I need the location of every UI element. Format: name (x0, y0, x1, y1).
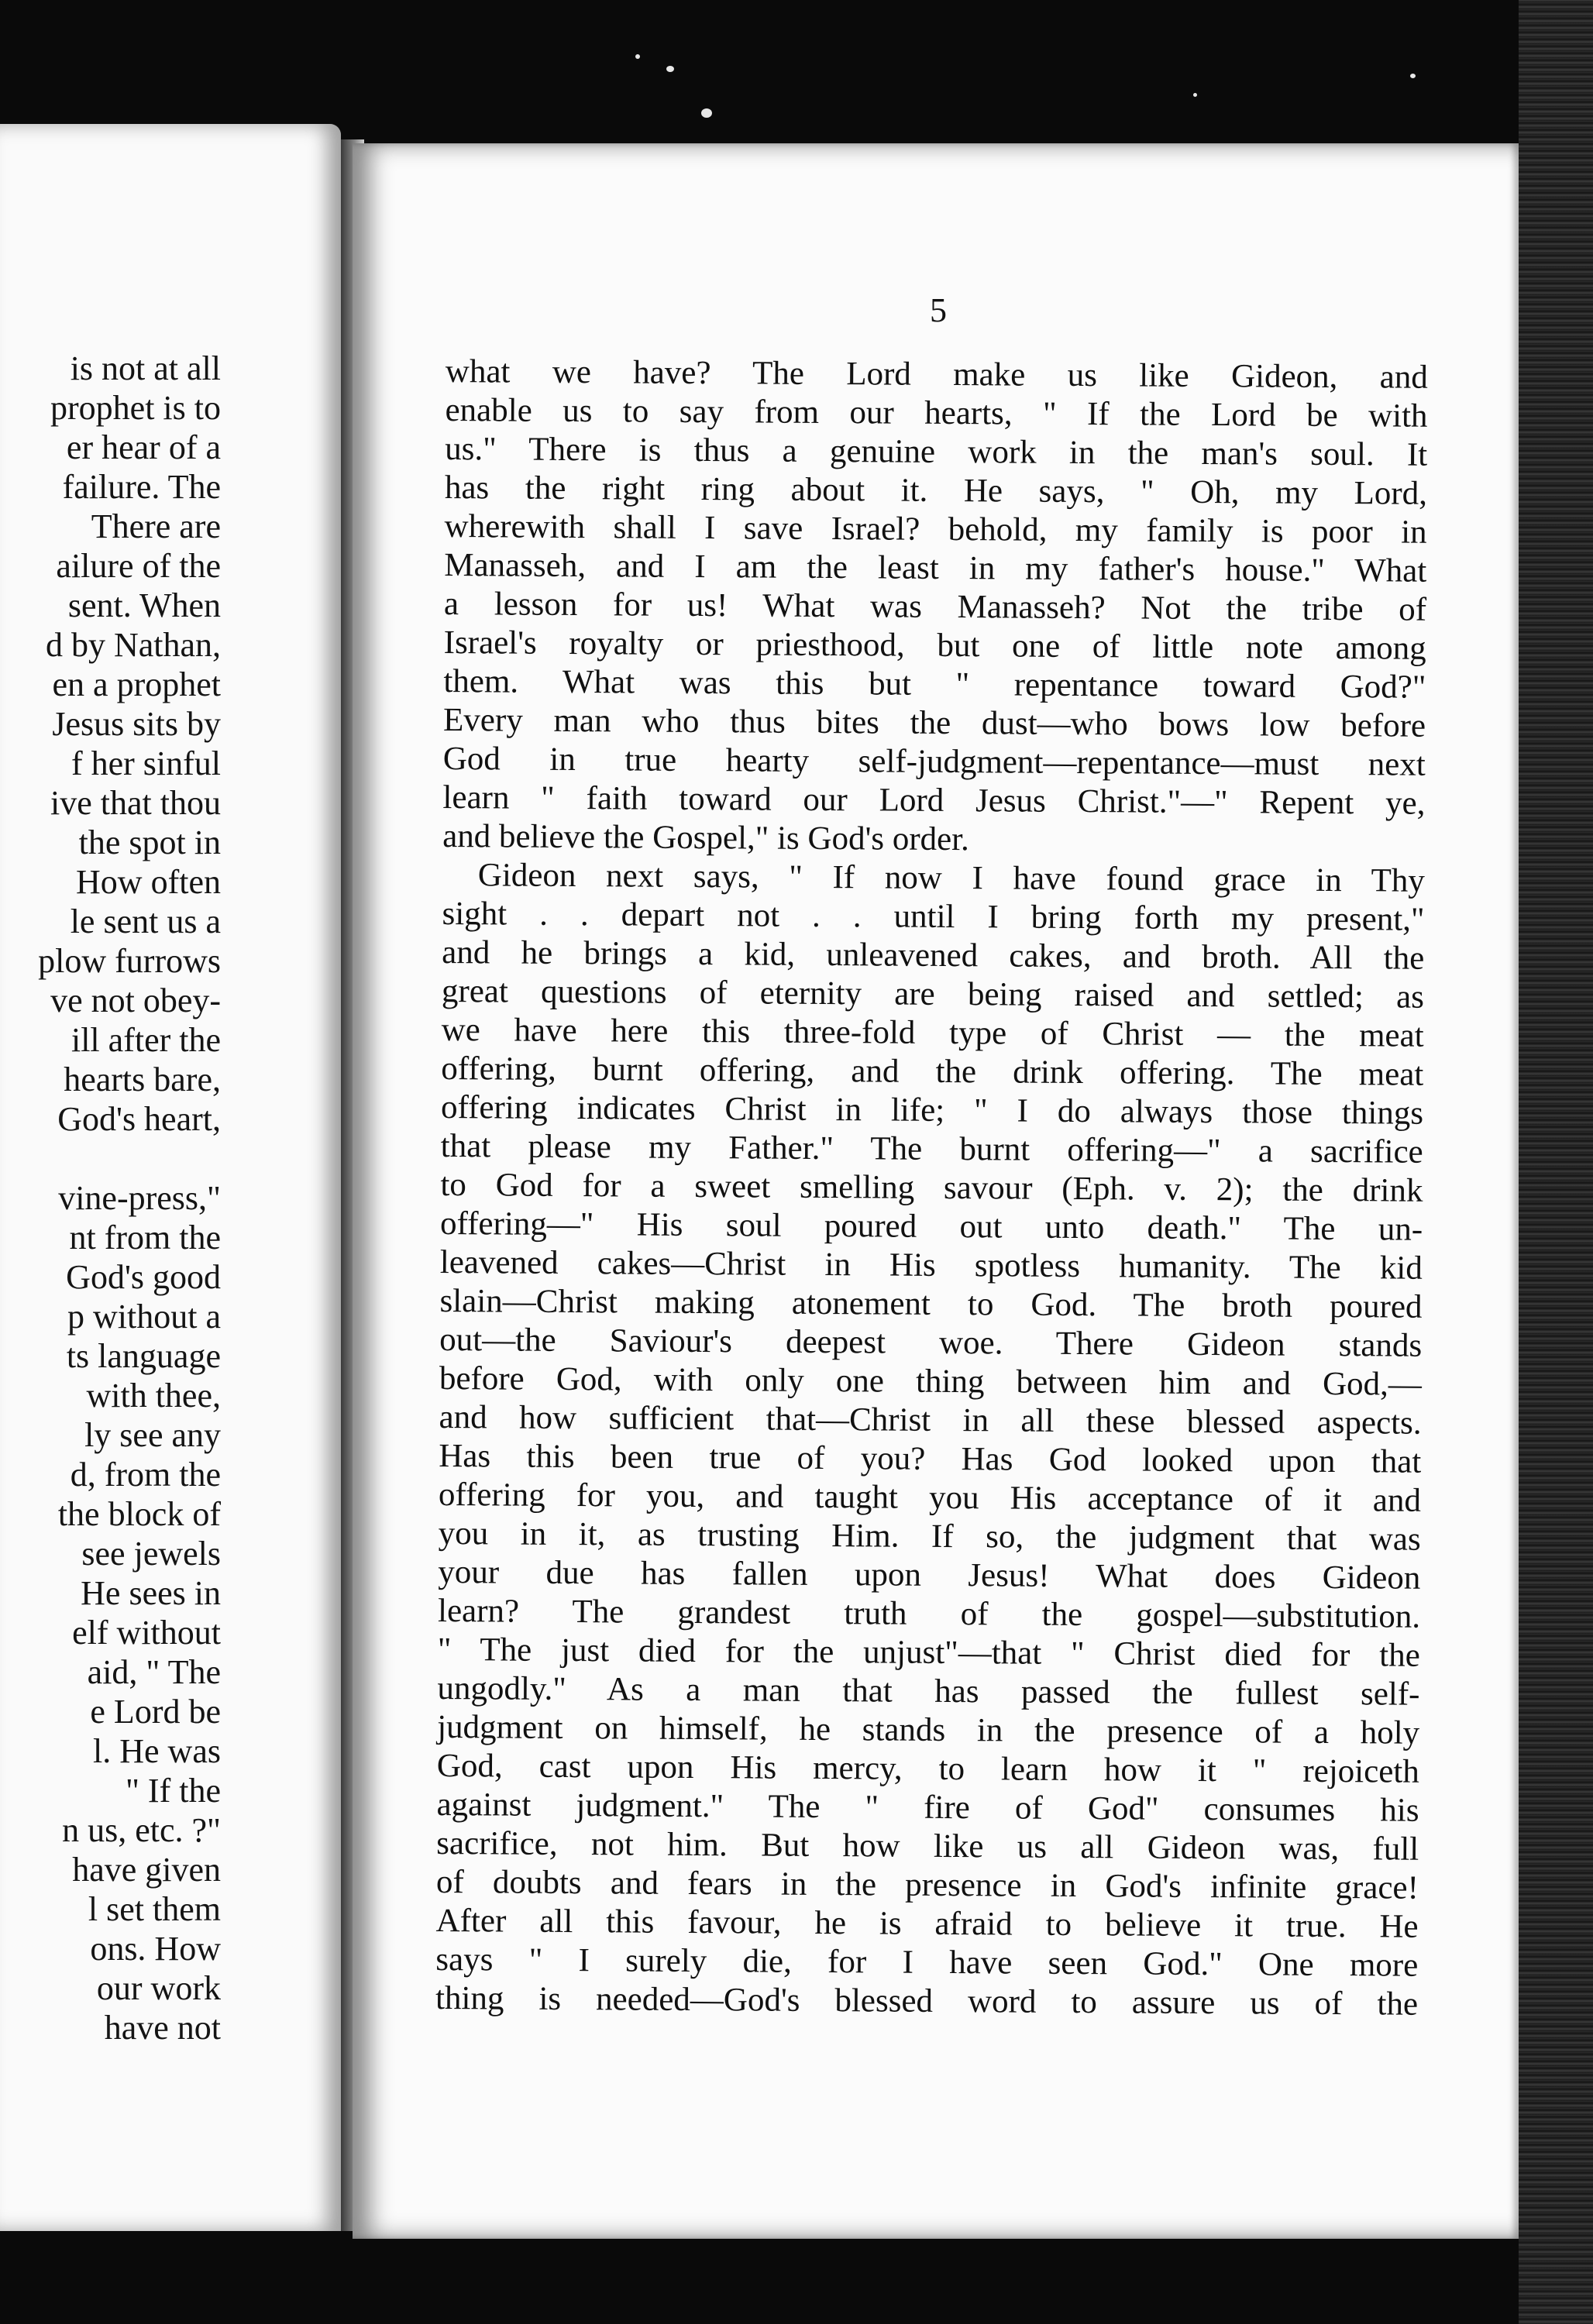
text-line: we have here this three-fold type of Christ — the meat (441, 1011, 1424, 1054)
dust-speck (701, 108, 712, 118)
left-text-line: ive that thou (50, 784, 221, 822)
left-text-line: e Lord be (90, 1693, 221, 1731)
text-line: before God, with only one thing between him and God,— (439, 1360, 1423, 1403)
text-line: and how sufficient that—Christ in all these blessed aspects. (439, 1398, 1422, 1442)
left-text-line: the spot in (78, 823, 221, 861)
text-line: slain—Christ making atonement to God. The broth poured (439, 1282, 1423, 1325)
left-text-line: sent. When (67, 586, 221, 624)
text-line: and he brings a kid, unleavened cakes, and broth. All the (442, 933, 1425, 977)
dust-speck (1410, 74, 1416, 78)
text-line: you in it, as trusting Him. If so, the judgment that was (438, 1514, 1421, 1558)
text-line: Manasseh, and I am the least in my father's house." What (444, 546, 1427, 590)
text-line: great questions of eternity are being raised and settled; as (441, 972, 1425, 1016)
page-body-text (435, 352, 1428, 2024)
text-line: of doubts and fears in the presence in God's infinite grace! (435, 1863, 1419, 1906)
left-text-line: ons. How (90, 1930, 221, 1968)
text-line: sacrifice, not him. But how like us all Gideon was, full (436, 1824, 1419, 1868)
left-page-text (0, 349, 221, 2047)
dust-speck (635, 54, 640, 59)
left-text-line: ly see any (84, 1416, 221, 1454)
text-line: and believe the Gospel," is God's order. (442, 817, 970, 858)
dust-speck (1193, 93, 1197, 97)
text-line: has the right ring about it. He says, " Oh, my Lord, (444, 469, 1428, 512)
left-text-line: God's heart, (57, 1100, 221, 1138)
left-text-line: prophet is to (50, 389, 221, 427)
left-text-line: failure. The (62, 468, 221, 506)
text-line: " The just died for the unjust"—that " Christ died for the (437, 1631, 1420, 1674)
left-text-line: have given (72, 1851, 221, 1889)
text-line: your due has fallen upon Jesus! What does Gideon (438, 1553, 1421, 1597)
left-text-line: ill after the (71, 1021, 221, 1059)
text-line: offering, burnt offering, and the drink offering. The meat (441, 1050, 1424, 1093)
text-line: ungodly." As a man that has passed the fullest self- (437, 1669, 1420, 1713)
text-line: us." There is thus a genuine work in the man's soul. It (445, 430, 1428, 473)
left-text-line: aid, " The (87, 1653, 221, 1691)
right-page (353, 143, 1519, 2239)
text-line: out—the Saviour's deepest woe. There Gideon stands (439, 1321, 1423, 1364)
text-line: God, cast upon His mercy, to learn how it " rejoiceth (436, 1747, 1419, 1790)
text-line: a lesson for us! What was Manasseh? Not the tribe of (443, 585, 1427, 628)
text-line: thing is needed—God's blessed word to assure us of the (435, 1979, 1419, 2023)
left-text-line: God's good (66, 1258, 221, 1296)
page-edge-texture (1519, 0, 1593, 2324)
text-line: offering—" His soul poured out unto death." The un- (439, 1205, 1423, 1248)
text-line: them. What was this but " repentance toward God?" (443, 662, 1426, 706)
text-line: judgment on himself, he stands in the presence of a holy (437, 1708, 1420, 1752)
text-line: Gideon next says, " If now I have found grace in Thy (477, 857, 1425, 899)
text-line: against judgment." The " fire of God" consumes his (436, 1786, 1419, 1829)
text-line: says " I surely die, for I have seen God." One more (435, 1941, 1419, 1984)
text-line: offering indicates Christ in life; " I do always those things (440, 1088, 1424, 1132)
left-text-line: nt from the (69, 1219, 221, 1257)
text-line: Every man who thus bites the dust—who bows low before (442, 701, 1426, 744)
text-line: Has this been true of you? Has God looked upon that (439, 1437, 1422, 1480)
text-line: God in true hearty self-judgment—repentance—must next (442, 740, 1426, 783)
left-text-line: elf without (72, 1614, 221, 1652)
left-text-line: hearts bare, (64, 1061, 221, 1098)
left-page (0, 124, 341, 2231)
left-text-line: f her sinful (71, 744, 221, 782)
left-text-line: d, from the (70, 1456, 221, 1494)
left-text-line: p without a (67, 1298, 221, 1336)
left-text-line: He sees in (81, 1574, 221, 1612)
left-text-line: l set them (88, 1890, 221, 1928)
left-text-line: our work (96, 1969, 221, 2007)
left-text-line: vine-press," (58, 1179, 221, 1217)
dust-speck (666, 66, 674, 72)
text-line: that please my Father." The burnt offering—" a sacrifice (440, 1127, 1423, 1171)
text-line: wherewith shall I save Israel? behold, my family is poor in (444, 507, 1427, 551)
text-line: offering for you, and taught you His acceptance of it and (438, 1476, 1422, 1519)
left-text-line: How often (76, 863, 221, 901)
left-text-line (0, 1139, 221, 1178)
left-text-line: n us, etc. ?" (62, 1811, 221, 1849)
left-text-line: ts language (66, 1337, 221, 1375)
text-line: enable us to say from our hearts, " If the Lord be with (445, 391, 1428, 435)
text-line: to God for a sweet smelling savour (Eph. v. 2); the drink (440, 1166, 1423, 1209)
left-text-line: There are (91, 507, 221, 545)
left-text-line: ailure of the (56, 547, 221, 585)
page-number: 5 (930, 291, 947, 329)
text-line: After all this favour, he is afraid to believe it true. He (435, 1902, 1419, 1945)
left-text-line: " If the (125, 1772, 221, 1810)
left-text-line: ve not obey- (50, 982, 221, 1019)
left-text-line: with thee, (86, 1377, 221, 1415)
text-line: sight . . depart not . . until I bring forth my present," (442, 895, 1425, 938)
left-text-line: plow furrows (38, 942, 221, 980)
text-line: Israel's royalty or priesthood, but one of little note among (443, 624, 1426, 667)
text-line: learn? The grandest truth of the gospel—substitution. (437, 1592, 1421, 1635)
text-line: learn " faith toward our Lord Jesus Christ."—" Repent ye, (442, 779, 1426, 822)
left-text-line: is not at all (70, 349, 221, 387)
left-text-line: l. He was (93, 1732, 221, 1770)
left-text-line: er hear of a (66, 428, 221, 466)
text-line: leavened cakes—Christ in His spotless humanity. The kid (439, 1243, 1423, 1287)
left-text-line: le sent us a (70, 902, 221, 940)
left-text-line: Jesus sits by (52, 705, 221, 743)
left-text-line: the block of (57, 1495, 221, 1533)
left-text-line: d by Nathan, (45, 626, 221, 664)
text-line: what we have? The Lord make us like Gideon, and (445, 352, 1428, 396)
left-text-line: see jewels (81, 1535, 221, 1573)
left-text-line: have not (104, 2009, 221, 2047)
left-text-line: en a prophet (52, 665, 221, 703)
